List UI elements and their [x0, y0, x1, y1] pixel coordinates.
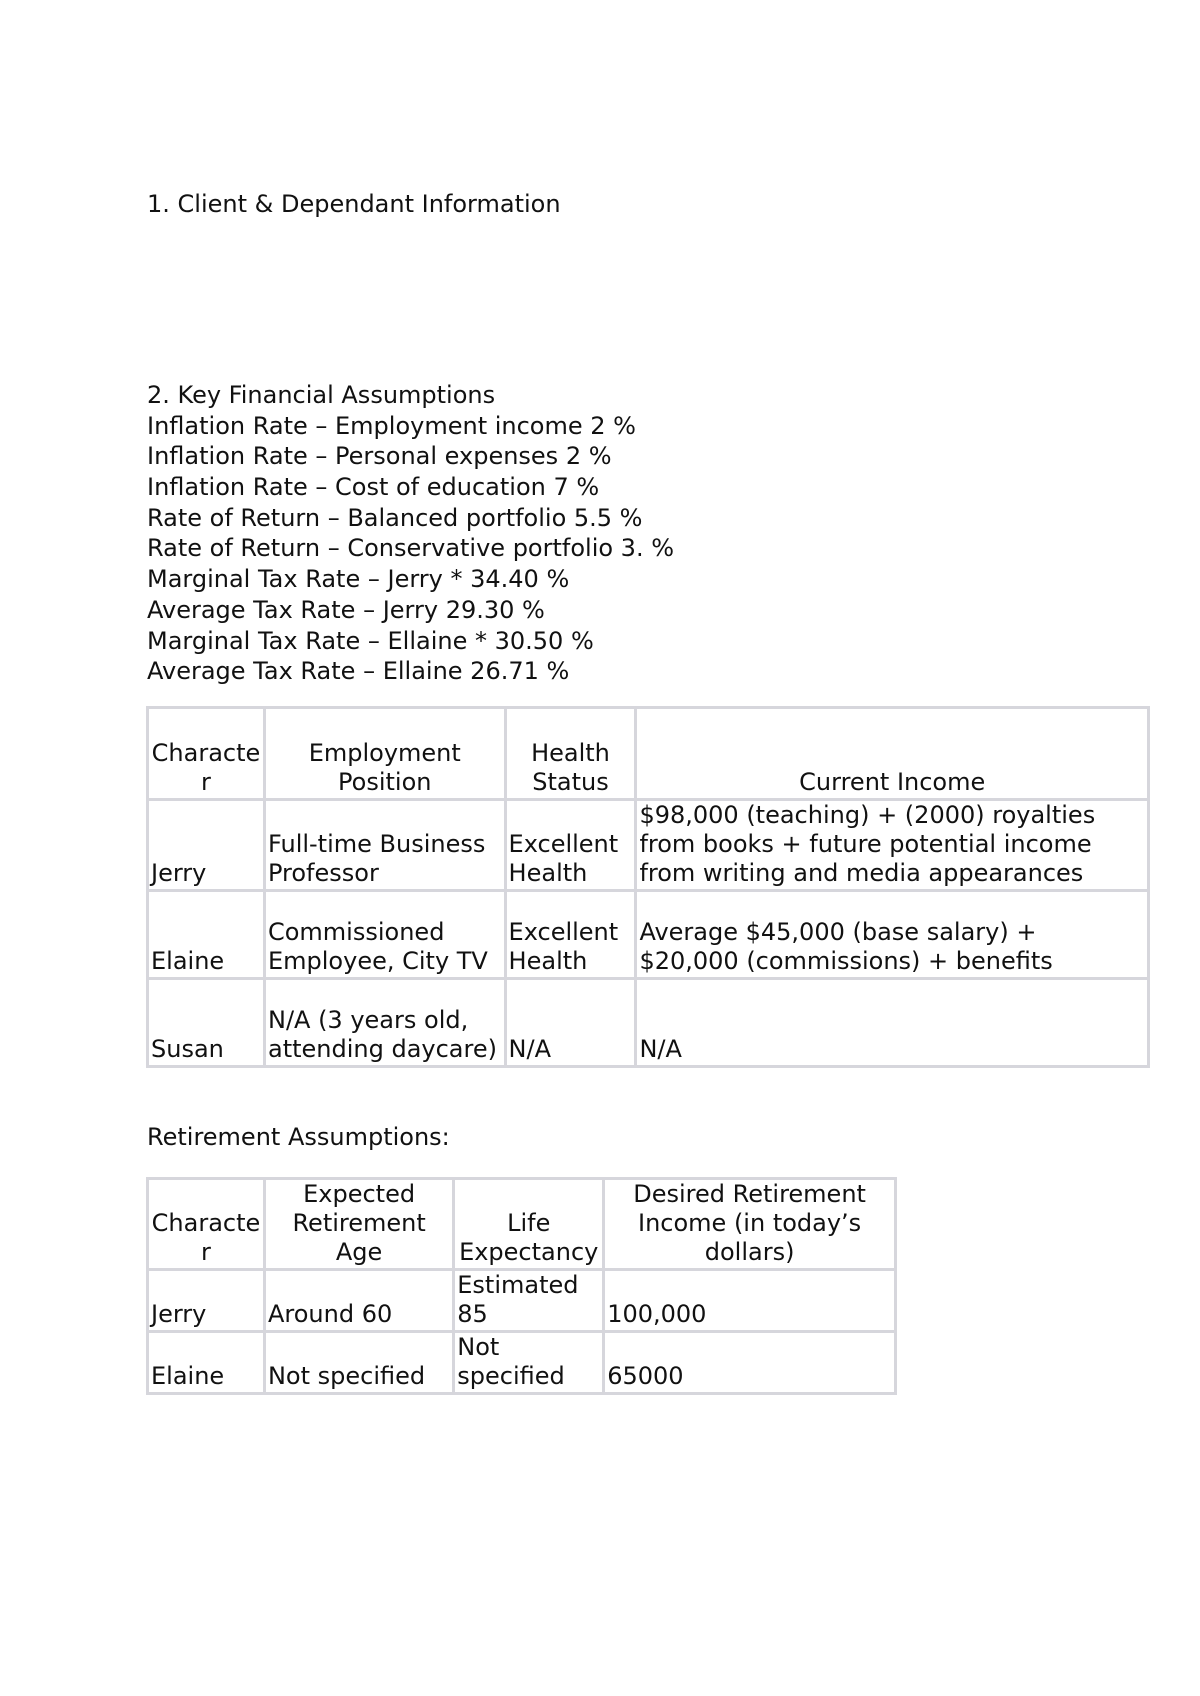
header-line: dollars) [704, 1238, 795, 1266]
assumption-item: Inflation Rate – Cost of education 7 % [147, 473, 600, 502]
header-line: Characte [151, 1209, 261, 1237]
header-line: Income (in today’s [638, 1209, 862, 1237]
assumption-item: Average Tax Rate – Ellaine 26.71 % [147, 657, 570, 686]
assumption-item: Marginal Tax Rate – Jerry * 34.40 % [147, 565, 570, 594]
header-current-income [636, 708, 1149, 800]
header-line: Employment [308, 739, 461, 767]
cell-line: Estimated [457, 1271, 579, 1299]
cell-line: Full-time Business [267, 830, 486, 858]
header-line: Expectancy [459, 1238, 599, 1266]
section-heading-client-info: 1. Client & Dependant Information [147, 190, 561, 218]
header-line: r [201, 1238, 211, 1266]
header-character [148, 708, 265, 800]
cell-line: Health [508, 947, 588, 975]
retirement-heading: Retirement Assumptions: [147, 1123, 450, 1151]
header-line: Status [532, 768, 609, 796]
cell-name: Elaine [148, 1332, 265, 1394]
table-header-row [148, 708, 1149, 800]
header-line: Position [338, 768, 432, 796]
table-row [148, 979, 1149, 1067]
cell-retirement-age: Not specified [264, 1332, 453, 1394]
cell-health [505, 891, 636, 979]
header-desired-income [604, 1179, 896, 1270]
cell-retirement-age: Around 60 [264, 1270, 453, 1332]
cell-life-expectancy [454, 1332, 604, 1394]
assumption-item: Rate of Return – Balanced portfolio 5.5 % [147, 503, 643, 532]
cell-line: Average $45,000 (base salary) + [639, 918, 1037, 946]
header-line: Characte [151, 739, 261, 767]
cell-income [636, 800, 1149, 891]
header-line: Retirement [292, 1209, 426, 1237]
cell-line: attending daycare) [267, 1035, 497, 1063]
header-retirement-age [264, 1179, 453, 1270]
assumption-item: Rate of Return – Conservative portfolio 3. % [147, 534, 675, 563]
table-row [148, 1332, 896, 1394]
key-financial-assumptions [147, 380, 674, 687]
header-line: r [201, 768, 211, 796]
cell-health [505, 800, 636, 891]
cell-line: Health [508, 859, 588, 887]
cell-line: $20,000 (commissions) + benefits [639, 947, 1053, 975]
cell-position [264, 979, 505, 1067]
header-line: Age [335, 1238, 383, 1266]
header-line: Current Income [799, 768, 986, 796]
cell-income [636, 979, 1149, 1067]
table-row [148, 1270, 896, 1332]
header-line: Life [507, 1209, 551, 1237]
cell-line: Employee, City TV [267, 947, 488, 975]
header-line: Health [531, 739, 610, 767]
cell-line: Professor [267, 859, 379, 887]
header-health-status [505, 708, 636, 800]
cell-line: Excellent [508, 830, 619, 858]
assumption-item: Average Tax Rate – Jerry 29.30 % [147, 595, 545, 624]
cell-line: Excellent [508, 918, 619, 946]
assumption-item: Marginal Tax Rate – Ellaine * 30.50 % [147, 626, 594, 655]
cell-line: from writing and media appearances [639, 859, 1084, 887]
cell-line: Not [457, 1333, 500, 1361]
cell-desired-income: 65000 [604, 1332, 896, 1394]
cell-income [636, 891, 1149, 979]
table-row [148, 800, 1149, 891]
assumption-item: Inflation Rate – Employment income 2 % [147, 411, 636, 440]
header-line: Desired Retirement [633, 1180, 866, 1208]
cell-line: from books + future potential income [639, 830, 1092, 858]
assumption-item: Inflation Rate – Personal expenses 2 % [147, 442, 612, 471]
cell-line: N/A [508, 1035, 552, 1063]
cell-name: Jerry [148, 1270, 265, 1332]
client-table [146, 706, 1150, 1068]
cell-life-expectancy [454, 1270, 604, 1332]
table-row [148, 891, 1149, 979]
header-life-expectancy [454, 1179, 604, 1270]
table-header-row [148, 1179, 896, 1270]
cell-health [505, 979, 636, 1067]
cell-desired-income: 100,000 [604, 1270, 896, 1332]
cell-name: Susan [148, 979, 265, 1067]
cell-position [264, 891, 505, 979]
cell-name: Jerry [148, 800, 265, 891]
cell-name: Elaine [148, 891, 265, 979]
section-heading-assumptions: 2. Key Financial Assumptions [147, 381, 496, 409]
cell-line: N/A [639, 1035, 682, 1063]
header-character [148, 1179, 265, 1270]
cell-line: specified [457, 1362, 565, 1390]
cell-line: Commissioned [267, 918, 445, 946]
cell-line: 85 [457, 1300, 488, 1328]
header-employment-position [264, 708, 505, 800]
cell-position [264, 800, 505, 891]
header-line: Expected [303, 1180, 416, 1208]
cell-line: N/A (3 years old, [267, 1006, 469, 1034]
retirement-table [146, 1177, 897, 1395]
cell-line: $98,000 (teaching) + (2000) royalties [639, 801, 1096, 829]
